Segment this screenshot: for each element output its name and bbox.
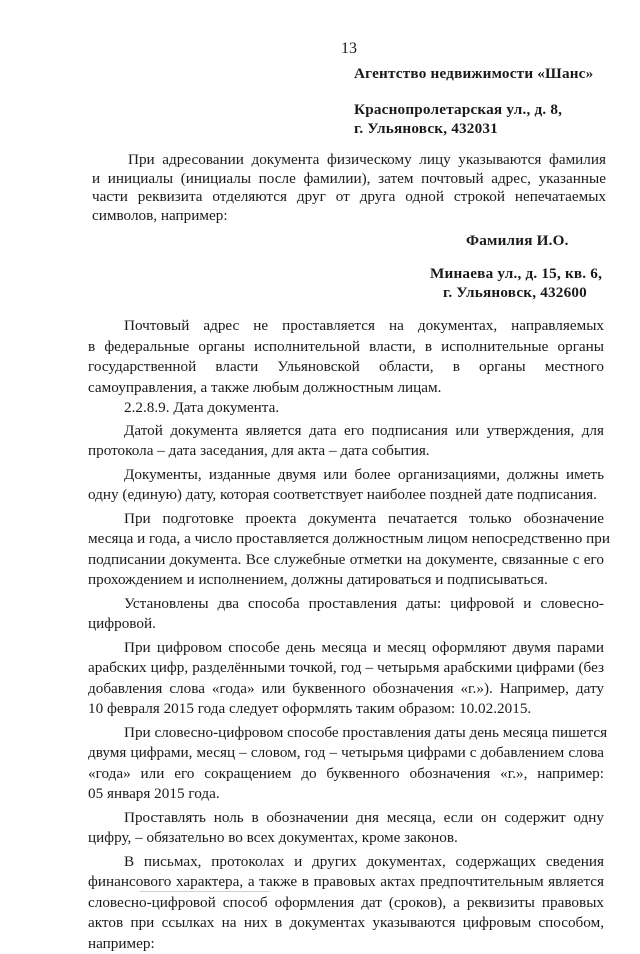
recipient-address-line2: г. Ульяновск, 432031: [354, 119, 593, 138]
paragraph-line: например:: [88, 934, 604, 954]
recipient-block: [354, 64, 593, 138]
example-address-line1: Минаева ул., д. 15, кв. 6,: [430, 264, 602, 283]
paragraph: [88, 421, 604, 462]
paragraph-line: протокола – дата заседания, для акта – дата события.: [88, 441, 604, 462]
paragraph: [88, 808, 604, 849]
paragraph-line: При адресовании документа физическому лицу указываются фамилия: [92, 151, 606, 170]
paragraph-line: арабских цифр, разделёнными точкой, год – четырьмя арабскими цифрами (без: [88, 658, 604, 679]
paragraph: [88, 398, 604, 419]
main-body: [88, 316, 604, 954]
paragraph-line: Датой документа является дата его подписания или утверждения, для: [88, 421, 604, 442]
paragraph-line: самоуправления, а также любым должностным лицам.: [88, 378, 604, 399]
paragraph-line: государственной власти Ульяновской области, в органы местного: [88, 357, 604, 378]
paragraph-line: При словесно-цифровом способе проставления даты день месяца пишется: [88, 723, 604, 744]
paragraph-line: 05 января 2015 года.: [88, 784, 604, 805]
divider: [140, 891, 270, 892]
recipient-address: [354, 100, 593, 138]
paragraph-line: словесно-цифровой способ оформления дат (сроков), а реквизиты правовых: [88, 893, 604, 914]
paragraph-line: и инициалы (инициалы после фамилии), затем почтовый адрес, указанные: [92, 170, 606, 189]
recipient-address-line1: Краснопролетарская ул., д. 8,: [354, 100, 593, 119]
paragraph-line: одну (единую) дату, которая соответствует наиболее поздней дате подписания.: [88, 485, 604, 506]
recipient-org: Агентство недвижимости «Шанс»: [354, 64, 593, 83]
paragraph-line: В письмах, протоколах и других документах, содержащих сведения: [88, 852, 604, 873]
paragraph: [88, 509, 604, 591]
paragraph-line: финансового характера, а также в правовых актах предпочтительным является: [88, 872, 604, 893]
paragraph-line: двумя цифрами, месяц – словом, год – четырьмя цифрами с добавлением слова: [88, 743, 604, 764]
paragraph-line: части реквизита отделяются друг от друга одной строкой непечатаемых: [92, 188, 606, 207]
paragraph-line: в федеральные органы исполнительной власти, в исполнительные органы: [88, 337, 604, 358]
paragraph-line: «года» или его сокращением до буквенного обозначения «г.», например:: [88, 764, 604, 785]
intro-paragraph: [92, 151, 606, 225]
paragraph: [88, 852, 604, 954]
paragraph-line: При подготовке проекта документа печатается только обозначение: [88, 509, 604, 530]
paragraph-line: Установлены два способа проставления даты: цифровой и словесно-: [88, 594, 604, 615]
paragraph: [88, 638, 604, 720]
paragraph-line: добавления слова «года» или буквенного обозначения «г.»). Например, дату: [88, 679, 604, 700]
paragraph-line: Проставлять ноль в обозначении дня месяца, если он содержит одну: [88, 808, 604, 829]
paragraph-line: месяца и года, а число проставляется должностным лицом непосредственно при: [88, 529, 604, 550]
paragraph-line: подписании документа. Все служебные отметки на документе, связанные с его: [88, 550, 604, 571]
paragraph-line: актов при ссылках на них в документах указываются цифровым способом,: [88, 913, 604, 934]
paragraph-line: При цифровом способе день месяца и месяц оформляют двумя парами: [88, 638, 604, 659]
paragraph-line: цифровой.: [88, 614, 604, 635]
paragraph-line: символов, например:: [92, 207, 606, 226]
paragraph-line: прохождением и исполнением, должны датироваться и подписываться.: [88, 570, 604, 591]
paragraph: [88, 723, 604, 805]
paragraph: [92, 151, 606, 225]
paragraph-line: Почтовый адрес не проставляется на документах, направляемых: [88, 316, 604, 337]
example-name: Фамилия И.О.: [466, 231, 569, 250]
paragraph-line: Документы, изданные двумя или более организациями, должны иметь: [88, 465, 604, 486]
example-address-line2: г. Ульяновск, 432600: [443, 283, 587, 302]
paragraph-line: 2.2.8.9. Дата документа.: [88, 398, 604, 419]
page-number: 13: [341, 40, 357, 58]
paragraph: [88, 316, 604, 398]
paragraph: [88, 465, 604, 506]
paragraph-line: цифру, – обязательно во всех документах, кроме законов.: [88, 828, 604, 849]
paragraph: [88, 594, 604, 635]
paragraph-line: 10 февраля 2015 года следует оформлять таким образом: 10.02.2015.: [88, 699, 604, 720]
